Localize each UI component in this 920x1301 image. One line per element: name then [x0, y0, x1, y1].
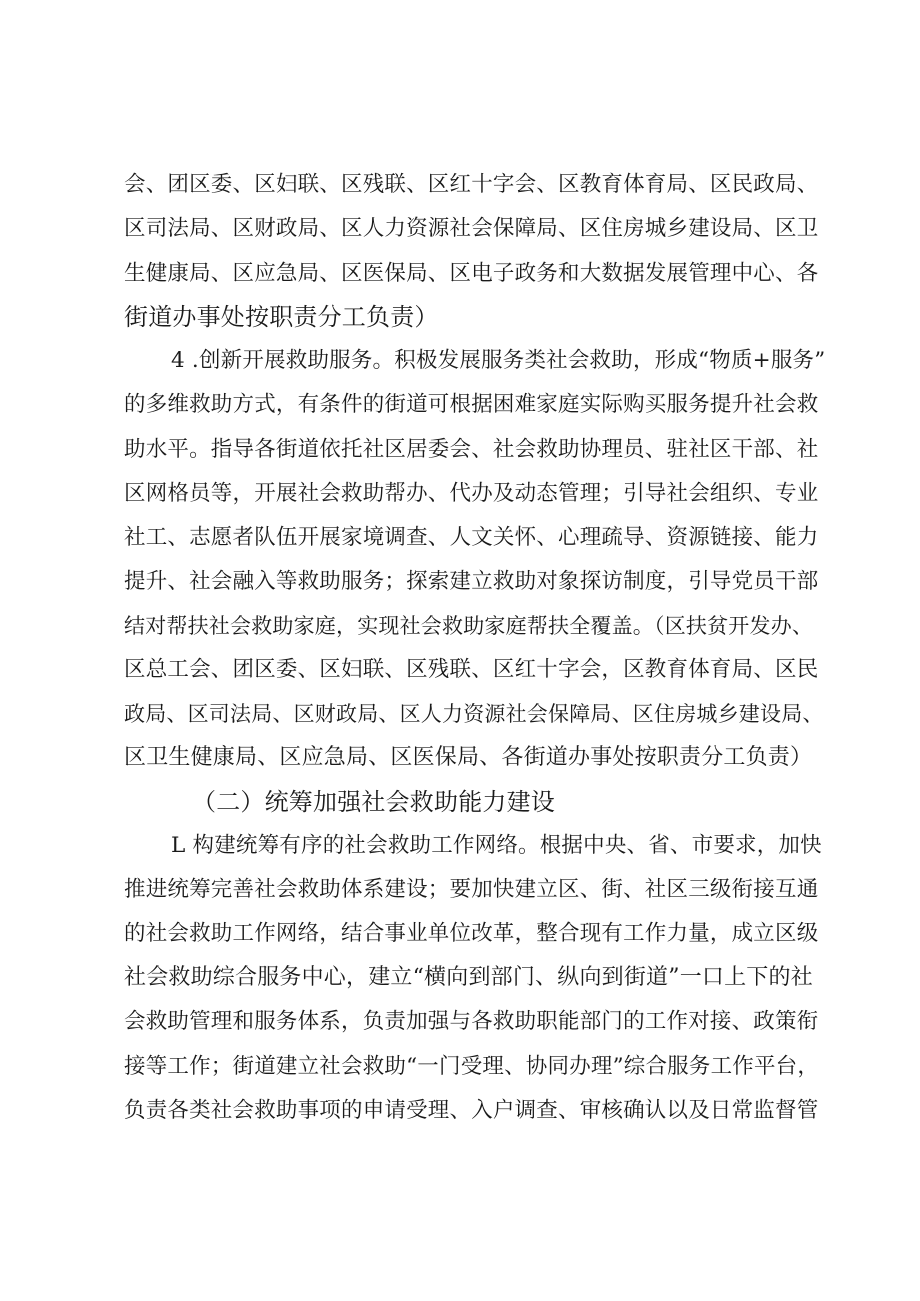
text-line: 区司法局、区财政局、区人力资源社会保障局、区住房城乡建设局、区卫 — [124, 216, 819, 241]
text-line: 的社会救助工作网络，结合事业单位改革，整合现有工作力量，成立区级 — [124, 921, 819, 946]
text-line: 社会救助综合服务中心，建立“横向到部门、纵向到街道”一口上下的社 — [124, 965, 813, 990]
text-line: 区总工会、团区委、区妇联、区残联、区红十字会，区教育体育局、区民 — [124, 657, 819, 682]
text-line: 区卫生健康局、区应急局、区医保局、各街道办事处按职责分工负责） — [124, 745, 813, 770]
paragraph-start-line: L 构建统筹有序的社会救助工作网络。根据中央、省、市要求，加快 — [171, 833, 822, 858]
text-line: 街道办事处按职责分工负责） — [124, 303, 439, 331]
text-line: 提升、社会融入等救助服务；探索建立救助对象探访制度，引导党员干部 — [124, 569, 819, 594]
text-line: 助水平。指导各街道依托社区居委会、社会救助协理员、驻社区干部、社 — [124, 437, 819, 462]
text-line: 的多维救助方式，有条件的街道可根据困难家庭实际购买服务提升社会救 — [124, 392, 819, 417]
text-line: 会、团区委、区妇联、区残联、区红十字会、区教育体育局、区民政局、 — [124, 172, 819, 197]
text-line: 负责各类社会救助事项的申请受理、入户调查、审核确认以及日常监督管 — [124, 1098, 819, 1123]
text-line: 会救助管理和服务体系，负责加强与各救助职能部门的工作对接、政策衔 — [124, 1009, 819, 1034]
text-line: 区网格员等，开展社会救助帮办、代办及动态管理；引导社会组织、专业 — [124, 481, 819, 506]
text-line: 生健康局、区应急局、区医保局、区电子政务和大数据发展管理中心、各 — [124, 261, 819, 286]
text-line: 接等工作；街道建立社会救助“一门受理、协同办理”综合服务工作平台， — [124, 1054, 820, 1079]
paragraph-start-line: 4 .创新开展救助服务。积极发展服务类社会救助，形成“物质+服务” — [171, 348, 826, 373]
text-line: 政局、区司法局、区财政局、区人力资源社会保障局、区住房城乡建设局、 — [124, 702, 824, 726]
text-line: 结对帮扶社会救助家庭，实现社会救助家庭帮扶全覆盖。（区扶贫开发办、 — [124, 614, 814, 638]
text-line: 社工、志愿者队伍开展家境调查、人文关怀、心理疏导、资源链接、能力 — [124, 525, 819, 550]
text-line: 推进统筹完善社会救助体系建设；要加快建立区、街、社区三级衔接互通 — [124, 877, 819, 902]
section-heading: （二）统筹加强社会救助能力建设 — [192, 788, 555, 816]
